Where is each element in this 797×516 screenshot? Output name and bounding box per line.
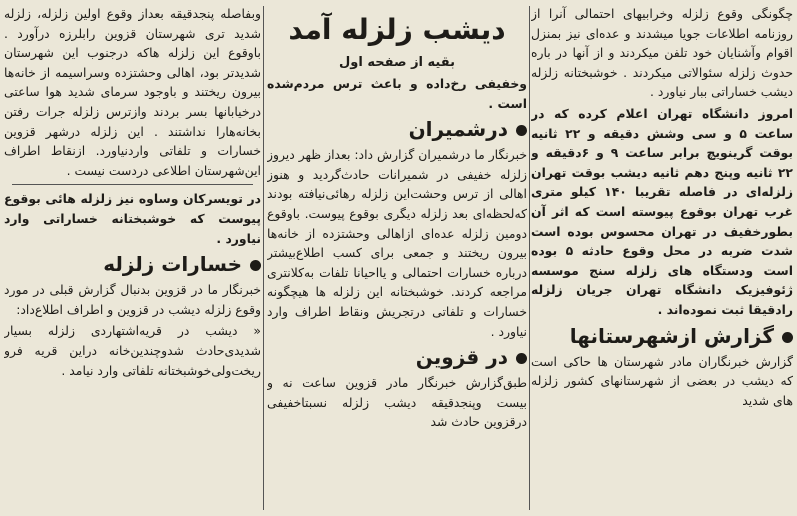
mid-paragraph-1: وخفیفی رخ‌داده و باعث ترس مردم‌شده است . — [267, 76, 527, 111]
right-paragraph-1: چگونگی وقوع زلزله وخرابیهای احتمالی آنرا از روزنامه اطلاعات جویا میشدند و عده‌ای نیز بمنزل اقوام وآشنایان خود تلفن میکردند و از آنها در باره حدوث زلزله سئوالاتی میکردند . خوشبختانه زلزله دیشب خساراتی ببار نیاورد . — [531, 6, 793, 100]
left-paragraph-4: « دیشب در قریه‌اشتهاردی زلزله بسیار شدیدی‌حادث شدوچندین‌خانه دراین قریه فرو ریخت‌ولی‌خوشبختانه تلفاتی وارد نیامد . — [4, 323, 261, 378]
section-heading-shemiran — [267, 115, 527, 143]
right-paragraph-3: گزارش خبرنگاران مادر شهرستان ها حاکی است که دیشب در بعضی از شهرستانهای کشور زلزله های شدید — [531, 353, 793, 408]
continued-from-front-page: بقیه از صفحه اول — [339, 55, 455, 70]
section-heading-text: در قزوین — [415, 345, 508, 370]
bullet-icon — [250, 260, 261, 271]
column-left — [4, 4, 261, 512]
section-heading-qazvin — [267, 343, 527, 371]
section-heading-text: درشمیران — [408, 117, 508, 142]
left-paragraph-1: وبفاصله پنجدقیقه بعداز وقوع اولین زلزله، زلزله شدید تری شهرستان قزوین رابلرزه درآورد . باوقوع این زلزله هاکه درجنوب این شهرستان شدیدتر بود، اهالی وحشتزده وسراسیمه از خانه‌ها بیرون ریختند و باوجود سرمای شدید هوا ساعتی درخیابانها بسر بردند واز‌ترس زلزله جرات رفتن بخانه‌هارا نداشتند . این زلزله درشهر قزوین خسارات و تلفاتی واردنیاورد. ازنقاط اطراف این‌شهرستان اطلاعی دردست نیست . — [4, 6, 261, 178]
bullet-icon — [516, 353, 527, 364]
bullet-icon — [516, 125, 527, 136]
left-paragraph-2: در تویسرکان وساوه نیز زلزله هائی بوقوع پیوست که خوشبختانه خساراتی وارد نیاورد . — [4, 191, 261, 246]
mid-paragraph-3: طبق‌گزارش خبرنگار مادر قزوین ساعت نه و بیست وپنجدقیقه دیشب زلزله نسبتا‌خفیفی درقزوین حادث شد — [267, 375, 527, 430]
column-middle — [267, 4, 527, 512]
left-paragraph-3: خبرنگار ما در قزوین بدنبال گزارش قبلی در مورد وقوع زلزله دیشب در قزوین و اطراف اطلاع‌داد: — [4, 282, 261, 317]
section-heading-provinces — [531, 322, 793, 350]
section-heading-damages — [4, 250, 261, 278]
column-divider — [529, 6, 530, 510]
column-divider — [263, 6, 264, 510]
mid-paragraph-2: خبرنگار ما درشمیران گزارش داد: بعداز ظهر دیروز زلزله خفیفی در شمیرانات حادث‌گردید و هنوز اهالی از ترس وحشت‌این زلزله رهائی‌نیافته بودند که‌لحظه‌ای بعد زلزله دیگری بوقوع پیوست. باوقوع دومین زلزله عده‌ای ازاهالی وحشتزده از خانه‌ها بیرون ریختند و جمعی برای کسب اطلاع‌بیشتر درباره خسارات احتمالی و یااحیانا تلفات به‌کلانتری مراجعه کردند. خوشبختانه این زلزله ها هیچگونه خسارات و تلفاتی درتجریش ونقاط اطراف وارد نیاورد . — [267, 147, 527, 339]
column-right — [531, 4, 793, 512]
section-heading-text: خسارات زلزله — [103, 252, 242, 277]
divider — [12, 184, 253, 185]
headline: دیشب زلزله آمد — [288, 13, 506, 46]
bullet-icon — [782, 332, 793, 343]
right-paragraph-2: امروز دانشگاه تهران اعلام کرده که در ساعت ۵ و سی وشش دقیقه و ۲۲ ثانیه بوقت گرینویچ برابر ساعت ۹ و ۶دقیقه و ۲۲ ثانیه وپنج دهم ثانیه دیشب بوقت تهران زلزله‌ای در فاصله تقریبا ۱۴۰ کیلو متری غرب تهران بوقوع پیوسته است که اثر آن بطورخفیف در تهران محسوس بوده است شدت ضربه در محل وقوع حادثه ۵ بوده است ودستگاه های زلزله سنج موسسه ژئوفیزیک دانشگاه تهران جریان زلزله رادقیقا ثبت نموده‌اند . — [531, 105, 793, 317]
section-heading-text: گزارش ازشهرستانها — [569, 323, 774, 348]
